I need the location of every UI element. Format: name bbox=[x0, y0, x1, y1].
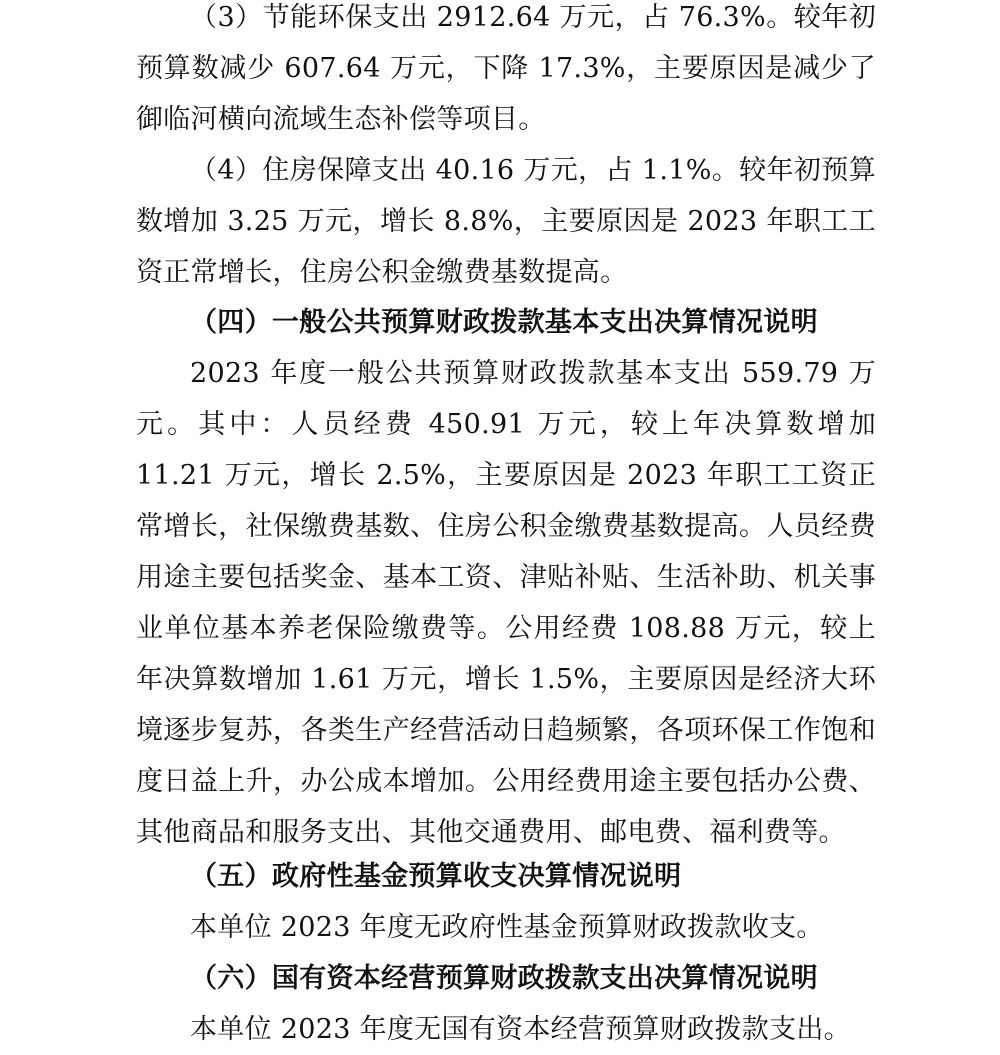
heading-state-capital-budget: （六）国有资本经营预算财政拨款支出决算情况说明 bbox=[190, 963, 818, 994]
paragraph-government-fund-budget: 本单位 2023 年度无政府性基金预算财政拨款收支。 bbox=[190, 912, 824, 943]
paragraph-state-capital-budget: 本单位 2023 年度无国有资本经营预算财政拨款支出。 bbox=[190, 1014, 851, 1045]
heading-government-fund-budget: （五）政府性基金预算收支决算情况说明 bbox=[190, 861, 682, 892]
heading-basic-expenditure: （四）一般公共预算财政拨款基本支出决算情况说明 bbox=[190, 307, 818, 338]
paragraph-basic-expenditure: 2023 年度一般公共预算财政拨款基本支出 559.79 万元。其中：人员经费 450.91 万元，较上年决算数增加 11.21 万元，增长 2.5%，主要原因是 2023 年职工工资正常增长，社保缴费基数、住房公积金缴费基数提高。人员经费用途主要包括奖金、基本工资、津贴补贴、生活补助、机关事业单位基本养老保险缴费等。公用经费 108.88 万元，较上年决算数增加 1.61 万元，增长 1.5%，主要原因是经济大环境逐步复苏，各类生产经营活动日趋频繁，各项环保工作饱和度日益上升，办公成本增加。公用经费用途主要包括办公费、其他商品和服务支出、其他交通费用、邮电费、福利费等。 bbox=[136, 358, 876, 848]
paragraph-housing-expenditure: （4）住房保障支出 40.16 万元，占 1.1%。较年初预算数增加 3.25 万元，增长 8.8%，主要原因是 2023 年职工工资正常增长，住房公积金缴费基数提高。 bbox=[136, 155, 876, 288]
paragraph-energy-environment-expenditure: （3）节能环保支出 2912.64 万元，占 76.3%。较年初预算数减少 607.64 万元，下降 17.3%，主要原因是减少了御临河横向流域生态补偿等项目。 bbox=[136, 2, 876, 135]
